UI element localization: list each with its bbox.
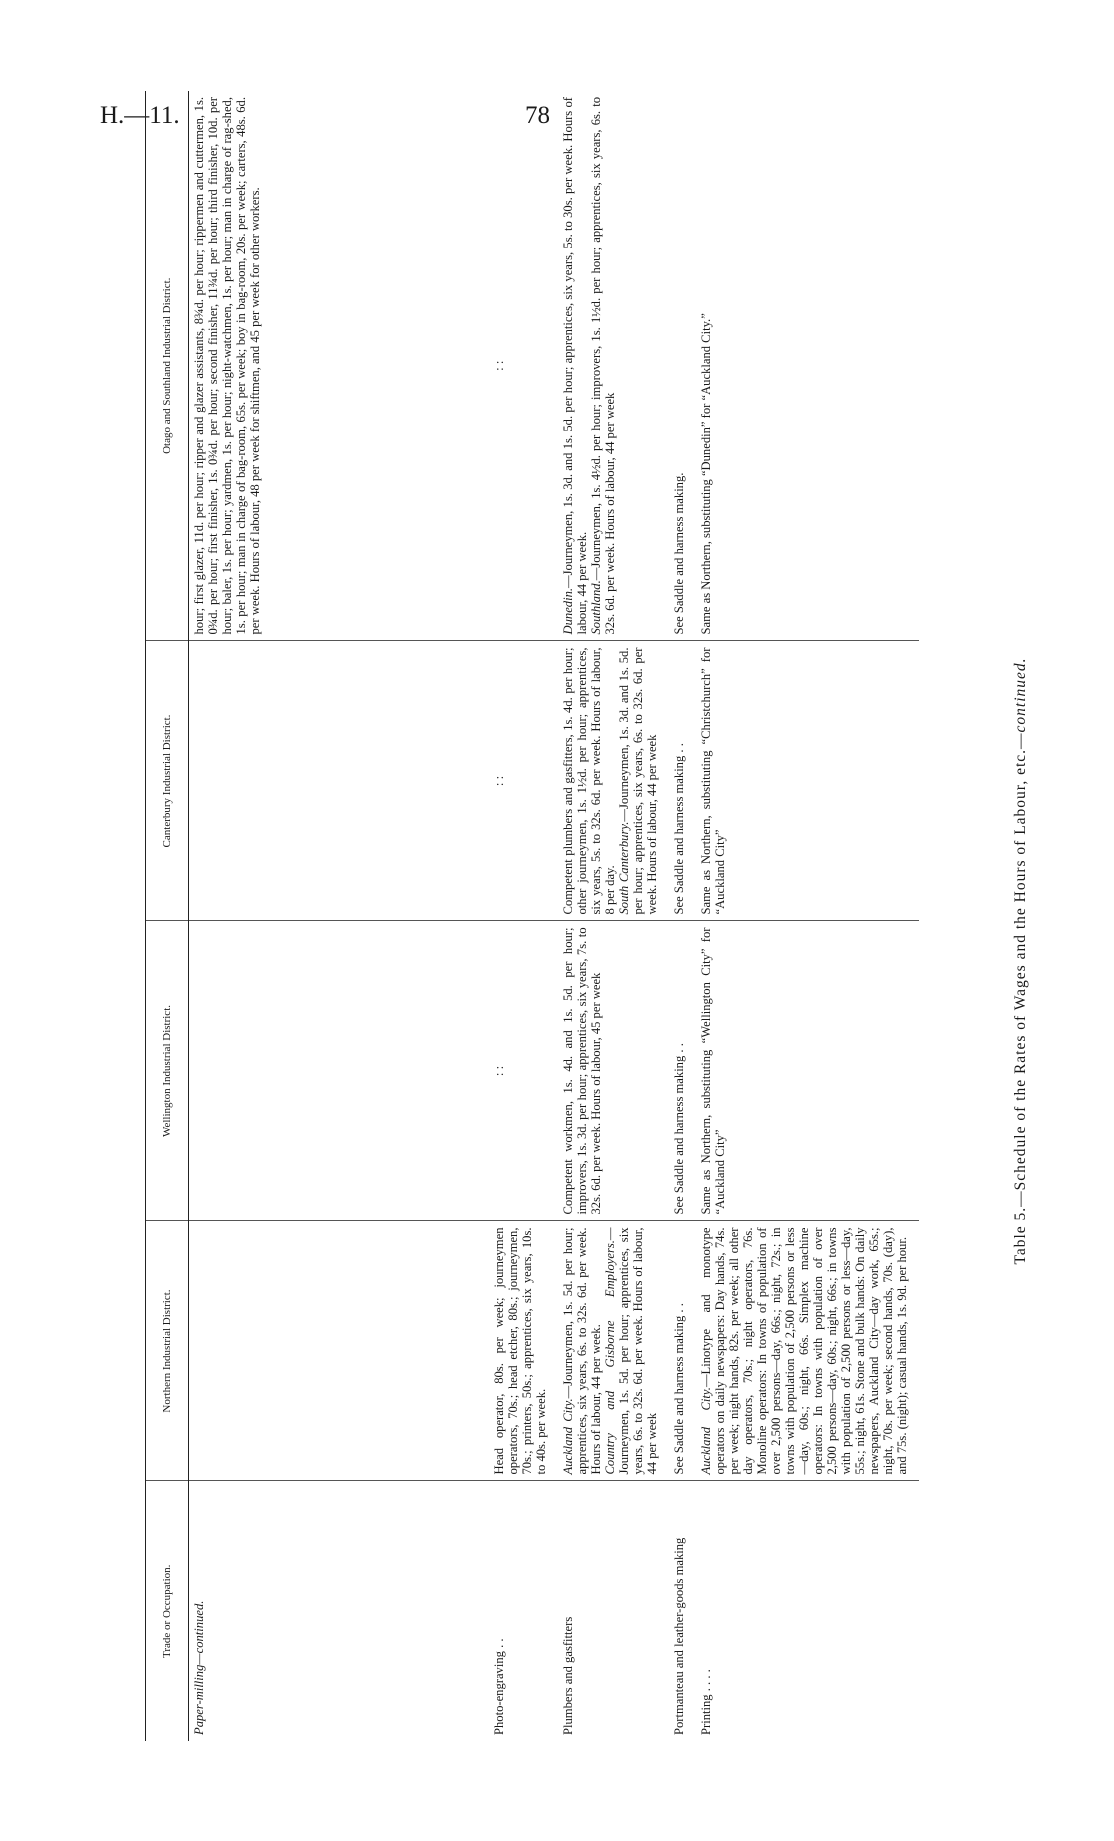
table-row xyxy=(558,91,669,1741)
otago-cell: hour; first glazer, 11d. per hour; ripper and glazer assistants, 8¾d. per hour; rippermen and cuttermen, 1s. 0¾d. per hour; first finisher, 1s. 0¾d. per hour; second finisher, 11¾d. per hour; third finisher, 10d. per hour; baler, 1s. per hour; yardmen, 1s. per hour; night-watchmen, 1s. per hour; man in charge of rag-shed, 1s. per hour; man in charge of bag-room, 65s. per week; boy in bag-room, 20s. per week; carters, 48s. 6d. per week. Hours of labour, 48 per week for shiftmen, and 45 per week for other workers. xyxy=(189,91,489,641)
country-text: —Journeymen, 1s. 5d. per hour; apprentices, six years, 6s. to 32s. 6d. per week. Hours of labour, 44 per week xyxy=(602,1227,659,1475)
canterbury-cell: Same as Northern, substituting “Christchurch” for “Auckland City” xyxy=(696,641,919,921)
table-row xyxy=(669,91,696,1741)
canterbury-text: Competent plumbers and gasfitters, 1s. 4d. per hour; other journeymen, 1s. 1½d. per hour; apprentices, six years, 5s. to 32s. 6d. per week. Hours of labour, 8 per day. xyxy=(560,647,617,915)
canterbury-cell: See Saddle and harness making . . xyxy=(669,641,696,921)
otago-cell xyxy=(558,91,669,641)
canterbury-cell xyxy=(558,641,669,921)
auckland-label: Auckland City. xyxy=(560,1398,575,1475)
trade-cell: Printing . . . . xyxy=(698,1669,713,1735)
table-title-suffix: continued. xyxy=(1012,657,1029,733)
wellington-cell xyxy=(189,921,489,1221)
table-row xyxy=(489,91,558,1741)
auckland-text: —Journeymen, 1s. 5d. per hour; apprentices, six years, 6s. to 32s. 6d. per week. Hours of labour, 44 per week. xyxy=(560,1227,603,1475)
northern-cell xyxy=(558,1221,669,1481)
trade-cell: Portmanteau and leather-goods making xyxy=(671,1537,686,1735)
header-row xyxy=(146,91,189,1741)
wellington-cell: See Saddle and harness making . . xyxy=(669,921,696,1221)
south-canterbury-text: —Journeymen, 1s. 3d. and 1s. 5d. per hour; apprentices, six years, 6s. to 32s. 6d. per week. Hours of labour, 44 per week xyxy=(616,647,659,915)
northern-cell: See Saddle and harness making . . xyxy=(669,1221,696,1481)
southland-label: Southland. xyxy=(588,580,603,635)
dunedin-text: —Journeymen, 1s. 3d. and 1s. 5d. per hour; apprentices, six years, 5s. to 30s. per week. Hours of labour, 44 per week. xyxy=(560,97,589,635)
trade-cell: Plumbers and gasfitters xyxy=(560,1616,575,1735)
otago-cell: Same as Northern, substituting “Dunedin” for “Auckland City.” xyxy=(696,91,919,641)
col-canterbury: Canterbury Industrial District. xyxy=(146,641,189,921)
canterbury-cell: : : xyxy=(489,641,558,921)
trade-cell: Paper-milling—continued. xyxy=(192,1600,206,1735)
canterbury-cell xyxy=(189,641,489,921)
otago-cell: See Saddle and harness making. xyxy=(669,91,696,641)
south-canterbury-label: South Canterbury. xyxy=(616,821,631,915)
otago-cell: : : xyxy=(489,91,558,641)
page-number: 78 xyxy=(525,102,550,129)
northern-cell: Head operator, 80s. per week; journeymen operators, 70s.; head etcher, 80s.; journeymen, 70s.; printers, 50s.; apprentices, six years, 10s. to 40s. per week. xyxy=(489,1221,558,1481)
wages-table xyxy=(145,91,919,1741)
col-northern: Northern Industrial District. xyxy=(146,1221,189,1481)
northern-cell xyxy=(696,1221,919,1481)
printing-auckland-label: Auckland City. xyxy=(698,1387,713,1475)
trade-cell: Photo-engraving . . xyxy=(491,1638,506,1735)
col-wellington: Wellington Industrial District. xyxy=(146,921,189,1221)
table-row xyxy=(189,91,489,1741)
col-otago: Otago and Southland Industrial District. xyxy=(146,91,189,641)
wellington-cell: Same as Northern, substituting “Wellington City” for “Auckland City” xyxy=(696,921,919,1221)
country-label: Country and Gisborne Employers. xyxy=(602,1240,617,1475)
table-title-main: Table 5.—Schedule of the Rates of Wages and the Hours of Labour, etc.— xyxy=(1012,732,1029,1265)
table-row xyxy=(696,91,919,1741)
northern-cell xyxy=(189,1221,489,1481)
southland-text: —Journeymen, 1s. 4½d. per hour; improvers, 1s. 1½d. per hour; apprentices, six years, 6s. to 32s. 6d. per week. Hours of labour, 44 per week xyxy=(588,97,617,635)
dunedin-label: Dunedin. xyxy=(560,587,575,635)
wellington-cell: Competent workmen, 1s. 4d. and 1s. 5d. per hour; improvers, 1s. 3d. per hour; apprentices, six years, 7s. to 32s. 6d. per week. Hours of labour, 45 per week xyxy=(558,921,669,1221)
header-reference: H.—11. xyxy=(100,102,180,129)
col-trade: Trade or Occupation. xyxy=(146,1481,189,1741)
wellington-cell: : : xyxy=(489,921,558,1221)
printing-northern-text: —Linotype and monotype operators on daily newspapers: Day hands, 74s. per week; night hands, 82s. per week; all other day operators, 70s.; night operators, 76s. Monoline operators: In towns of population of over 2,500 persons—day, 66s.; night, 72s.; in towns with population of 2,500 persons or less—day, 60s.; night, 66s. Simplex machine operators: In towns with population of over 2,500 persons—day, 60s.; night, 66s.; in towns with population of 2,500 persons or less—day, 55s.; night, 61s. Stone and bulk hands: On daily newspapers, Auckland City—day work, 65s.; night, 70s. per week; second hands, 70s. (day), and 75s. (night); casual hands, 1s. 9d. per hour. xyxy=(698,1227,909,1475)
